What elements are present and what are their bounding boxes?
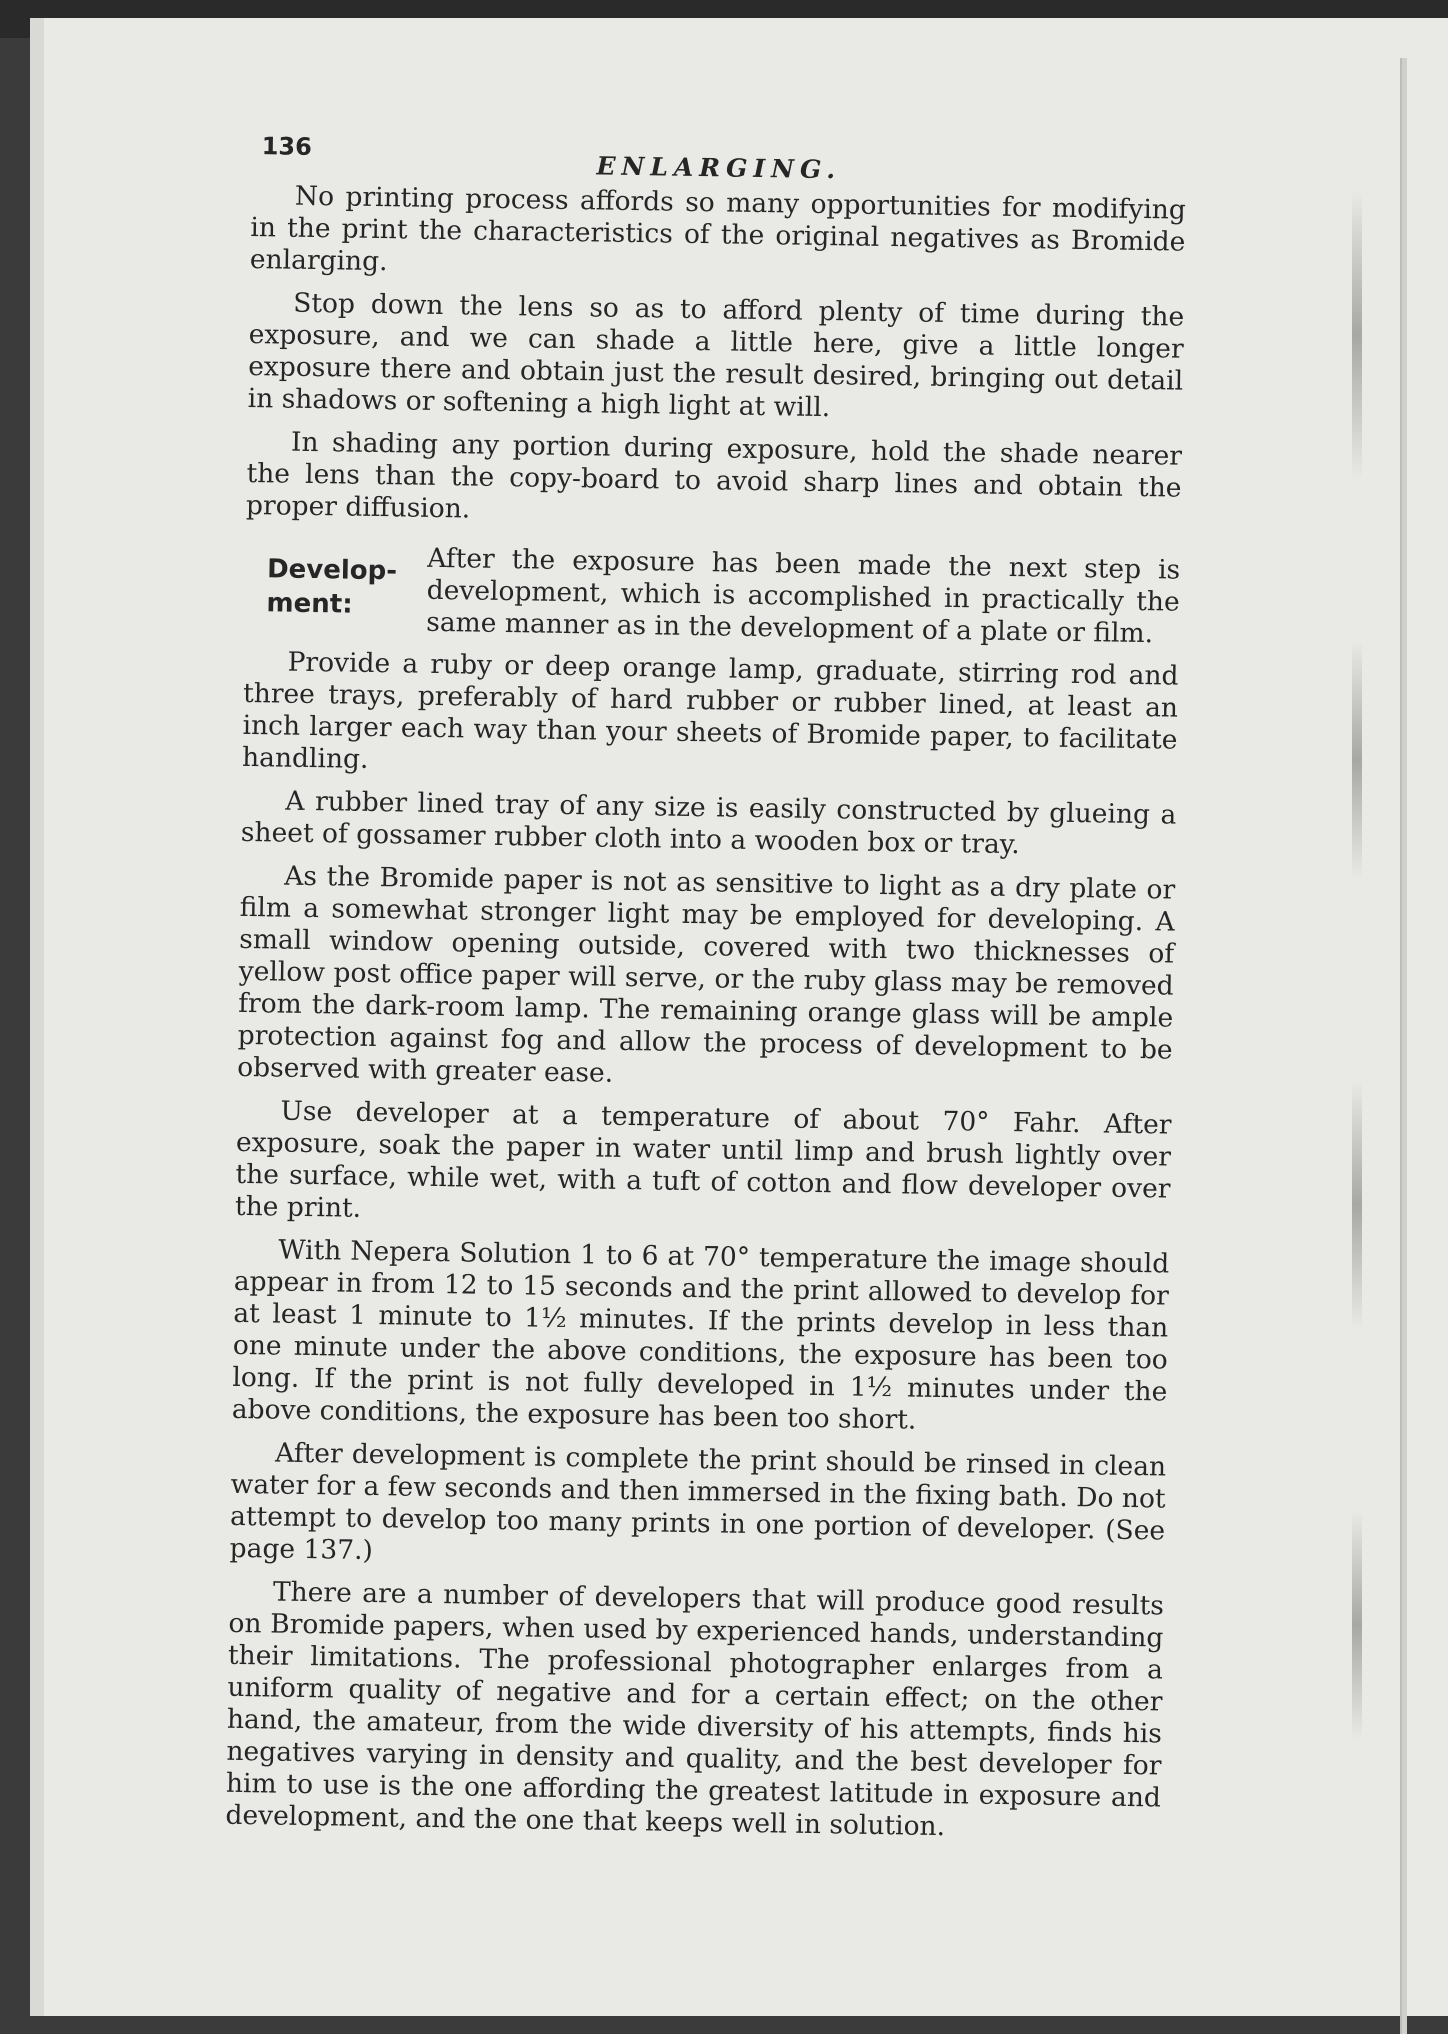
development-section — [244, 540, 1180, 651]
paragraph: There are a number of developers that will produce good results on Bromide papers, when used by experienced hands, understanding their limitations. The professional photographer enlarges from a uniform quality of negative and for a certain effect; on the other hand, the amateur, from the wide diversity of his attempts, finds his negatives varying in density and quality, and the best developer for him to use is the one affording the greatest latitude in exposure and development, and the one that keeps well in solution. — [225, 1576, 1165, 1843]
side-heading-line: Develop- — [266, 554, 398, 587]
page-text — [225, 128, 1187, 1857]
paragraph: Provide a ruby or deep orange lamp, graduate, stirring rod and three trays, preferably of hard rubber or rubber lined, at least an inch larger each way than your sheets of Bromide paper, to facilitate handling. — [241, 646, 1179, 775]
paragraph: Use developer at a temperature of about 70° Fahr. After exposure, soak the paper in water until limp and brush lightly over the surface, while wet, with a tuft of cotton and flow developer over the print. — [234, 1095, 1172, 1224]
paragraph: In shading any portion during exposure, hold the shade nearer the lens than the copy-board to avoid sharp lines and obtain the proper diffusion. — [245, 426, 1183, 525]
paragraph: As the Bromide paper is not as sensitive to light as a dry plate or film a somewhat stronger light may be employed for developing. A small window opening outside, covered with two thicknesses of yellow post office paper will serve, or the ruby glass may be removed from the dark-room lamp. The remaining orange glass will be ample protection against fog and allow the process of development to be observed with greater ease. — [236, 860, 1176, 1089]
development-intro: After the exposure has been made the next step is development, which is accomplished in practically the same manner as in the development of a plate or film. — [426, 542, 1181, 650]
paragraph: A rubber lined tray of any size is easily constructed by glueing a sheet of gossamer rubber cloth into a wooden box or tray. — [240, 785, 1177, 861]
side-heading — [244, 540, 427, 639]
page-number: 136 — [261, 132, 313, 161]
paragraph: With Nepera Solution 1 to 6 at 70° temperature the image should appear in from 12 to 15 seconds and the print allowed to develop for at least 1 minute to 1½ minutes. If the prints develop in less than one minute under the above conditions, the exposure has been too long. If the print is not fully developed in 1½ minutes under the above conditions, the exposure has been too short. — [231, 1234, 1170, 1436]
margin-mark — [1352, 640, 1362, 880]
margin-mark — [1352, 190, 1362, 480]
paragraph: Stop down the lens so as to afford plenty of time during the exposure, and we can shade a little here, give a little longer exposure there and obtain just the result desired, bringing out detail in shadows or softening a high light at will. — [247, 287, 1185, 424]
paragraph: After development is complete the print should be rinsed in clean water for a few seconds and then immersed in the fixing bath. Do not attempt to develop too many prints in one portion of developer. (See page 137.) — [229, 1437, 1167, 1567]
paragraph: No printing process affords so many opportunities for modifying in the print the characteristics of the original negatives as Bromide enlarging. — [249, 180, 1187, 278]
margin-mark — [1352, 1080, 1362, 1330]
running-title: ENLARGING. — [596, 151, 842, 185]
margin-mark — [1352, 1510, 1362, 1740]
side-heading-line: ment: — [266, 588, 353, 620]
page-gutter-line — [1400, 58, 1407, 2034]
